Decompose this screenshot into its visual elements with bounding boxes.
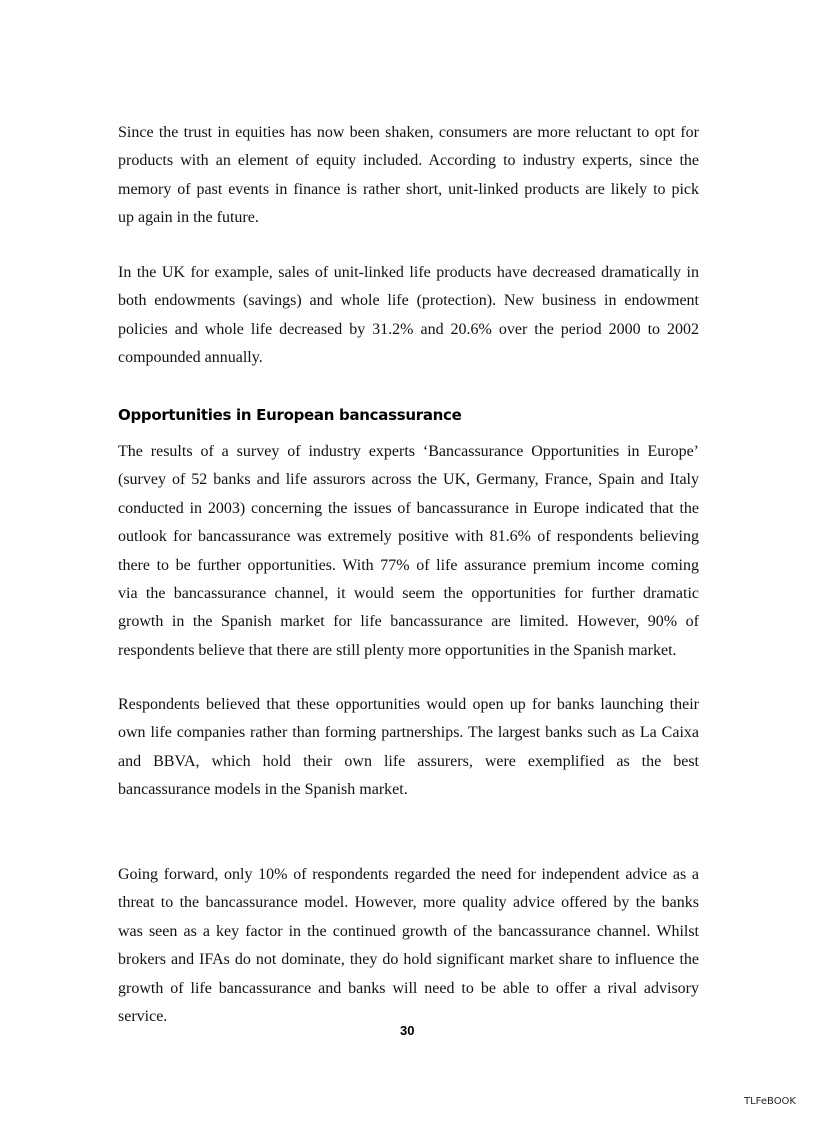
paragraph-respondents [118,691,699,805]
paragraph-survey-results [118,438,699,665]
text-line: there to be further opportunities. With 77% of life assurance premium income coming [118,556,699,574]
text-line: via the bancassurance channel, it would seem the opportunities for further dramatic [118,584,699,602]
text-line: outlook for bancassurance was extremely positive with 81.6% of respondents believing [118,528,699,546]
text-line: The results of a survey of industry experts ‘Bancassurance Opportunities in Europe’ [118,443,699,460]
watermark: TLFeBOOK [743,1096,796,1107]
text-line: up again in the future. [118,209,259,227]
text-line: Going forward, only 10% of respondents regarded the need for independent advice as a [118,866,699,883]
text-line: bancassurance models in the Spanish market. [118,781,408,799]
page-number: 30 [400,1023,415,1038]
text-line: was seen as a key factor in the continued growth of the bancassurance channel. Whilst [118,922,699,940]
text-line: brokers and IFAs do not dominate, they do hold significant market share to influence the [118,951,699,969]
section-heading: Opportunities in European bancassurance [118,406,462,424]
text-line: Respondents believed that these opportunities would open up for banks launching their [118,696,699,713]
paragraph-uk-sales [118,259,699,373]
paragraph-equity-trust [118,119,699,233]
text-line: In the UK for example, sales of unit-linked life products have decreased dramatically in [118,264,699,281]
text-line: growth in the Spanish market for life bancassurance are limited. However, 90% of [118,613,699,631]
text-line: Since the trust in equities has now been shaken, consumers are more reluctant to opt for [118,124,699,141]
text-line: threat to the bancassurance model. However, more quality advice offered by the banks [118,894,699,912]
text-line: conducted in 2003) concerning the issues of bancassurance in Europe indicated that the [118,499,699,517]
text-line: own life companies rather than forming partnerships. The largest banks such as La Caixa [118,724,699,742]
text-line: respondents believe that there are still plenty more opportunities in the Spanish market. [118,641,677,659]
text-line: products with an element of equity included. According to industry experts, since the [118,152,699,170]
text-line: growth of life bancassurance and banks will need to be able to offer a rival advisory [118,979,699,997]
paragraph-going-forward [118,861,699,1031]
text-line: compounded annually. [118,349,263,367]
text-line: and BBVA, which hold their own life assurers, were exemplified as the best [118,752,699,770]
text-line: both endowments (savings) and whole life (protection). New business in endowment [118,292,699,310]
text-line: policies and whole life decreased by 31.2% and 20.6% over the period 2000 to 2002 [118,320,699,338]
text-line: memory of past events in finance is rather short, unit-linked products are likely to pick [118,180,699,198]
text-line: service. [118,1007,168,1025]
text-line: (survey of 52 banks and life assurors across the UK, Germany, France, Spain and Italy [118,471,699,489]
